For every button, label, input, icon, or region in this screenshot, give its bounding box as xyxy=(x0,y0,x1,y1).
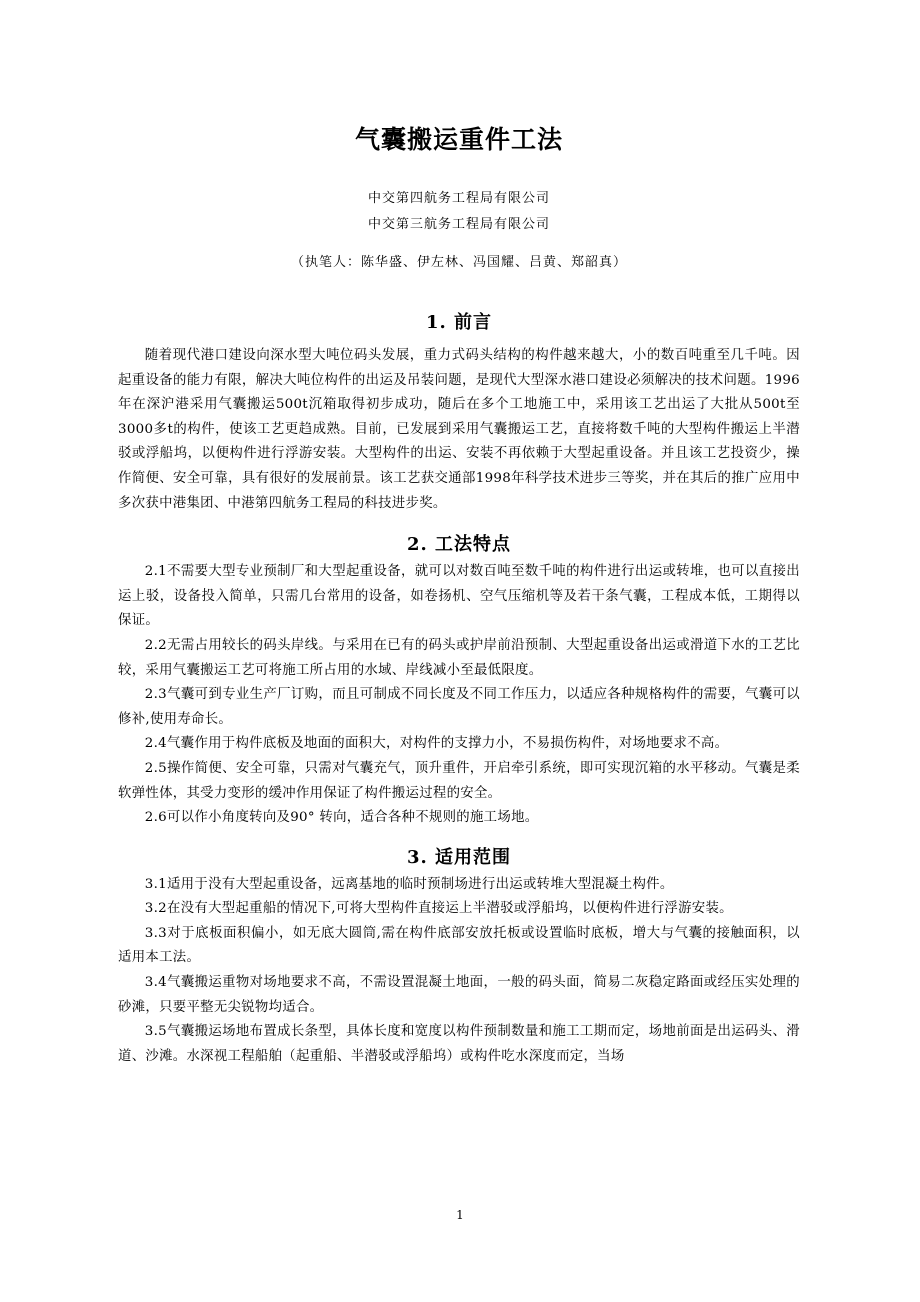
organization-2: 中交第三航务工程局有限公司 xyxy=(367,217,550,232)
paragraph: 3.4气囊搬运重物对场地要求不高，不需设置混凝土地面，一般的码头面，简易二灰稳定路面或经压实处理的砂滩，只要平整无尖锐物均适合。 xyxy=(118,975,800,1015)
paragraph: 随着现代港口建设向深水型大吨位码头发展，重力式码头结构的构件越来越大，小的数百吨重至几千吨。因起重设备的能力有限，解决大吨位构件的出运及吊装问题，是现代大型深水港口建设必须解决的技术问题。1996年在深沪港采用气囊搬运500t沉箱取得初步成功，随后在多个工地施工中，采用该工艺出运了大批从500t至3000多t的构件，使该工艺更趋成熟。目前，已发展到采用气囊搬运工艺，直接将数千吨的大型构件搬运上半潜驳或浮船坞，以便构件进行浮游安装。大型构件的出运、安装不再依赖于大型起重设备。并且该工艺投资少，操作简便、安全可靠，具有很好的发展前景。该工艺获交通部1998年科学技术进步三等奖，并在其后的推广应用中多次获中港集团、中港第四航务工程局的科技进步奖。 xyxy=(118,348,800,511)
paragraph: 3.1适用于没有大型起重设备，远离基地的临时预制场进行出运或转堆大型混凝土构件。 xyxy=(144,876,674,892)
paragraph: 2.6可以作小角度转向及90° 转向，适合各种不规则的施工场地。 xyxy=(144,810,539,826)
paragraph: 3.5气囊搬运场地布置成长条型，具体长度和宽度以构件预制数量和施工工期而定，场地前面是出运码头、滑道、沙滩。水深视工程船舶（起重船、半潜驳或浮船坞）或构件吃水深度而定，当场 xyxy=(118,1024,800,1064)
paragraph: 2.3气囊可到专业生产厂订购，而且可制成不同长度及不同工作压力，以适应各种规格构件的需要，气囊可以修补,使用寿命长。 xyxy=(118,687,800,727)
section-heading: 2. 工法特点 xyxy=(406,534,512,556)
paragraph: 3.2在没有大型起重船的情况下,可将大型构件直接运上半潜驳或浮船坞，以便构件进行浮游安装。 xyxy=(144,901,733,917)
paragraph: 2.5操作简便、安全可靠，只需对气囊充气，顶升重件，开启牵引系统，即可实现沉箱的水平移动。气囊是柔软弹性体，其受力变形的缓冲作用保证了构件搬运过程的安全。 xyxy=(118,760,800,801)
section-preface xyxy=(118,308,800,516)
paragraph: 3.3对于底板面积偏小，如无底大圆筒,需在构件底部安放托板或设置临时底板，增大与气囊的接触面积，以适用本工法。 xyxy=(118,925,800,966)
organization-1: 中交第四航务工程局有限公司 xyxy=(367,191,550,206)
authors-line: （执笔人：陈华盛、伊左林、冯国耀、吕黄、郑韶真） xyxy=(290,255,627,270)
paragraph: 2.4气囊作用于构件底板及地面的面积大，对构件的支撑力小，不易损伤构件，对场地要求不高。 xyxy=(144,736,729,752)
section-heading: 3. 适用范围 xyxy=(406,846,512,868)
section-features xyxy=(118,530,800,831)
document-title: 气囊搬运重件工法 xyxy=(354,125,563,154)
paragraph: 2.2无需占用较长的码头岸线。与采用在已有的码头或护岸前沿预制、大型起重设备出运或滑道下水的工艺比较，采用气囊搬运工艺可将施工所占用的水域、岸线减小至最低限度。 xyxy=(118,637,800,678)
section-heading: 1. 前言 xyxy=(425,312,493,333)
paragraph: 2.1不需要大型专业预制厂和大型起重设备，就可以对数百吨至数千吨的构件进行出运或转堆，也可以直接出运上驳，设备投入简单，只需几台常用的设备，如卷扬机、空气压缩机等及若干条气囊，工程成本低，工期得以保证。 xyxy=(118,564,800,629)
section-scope xyxy=(118,843,800,1070)
page-number: 1 xyxy=(456,1208,464,1222)
